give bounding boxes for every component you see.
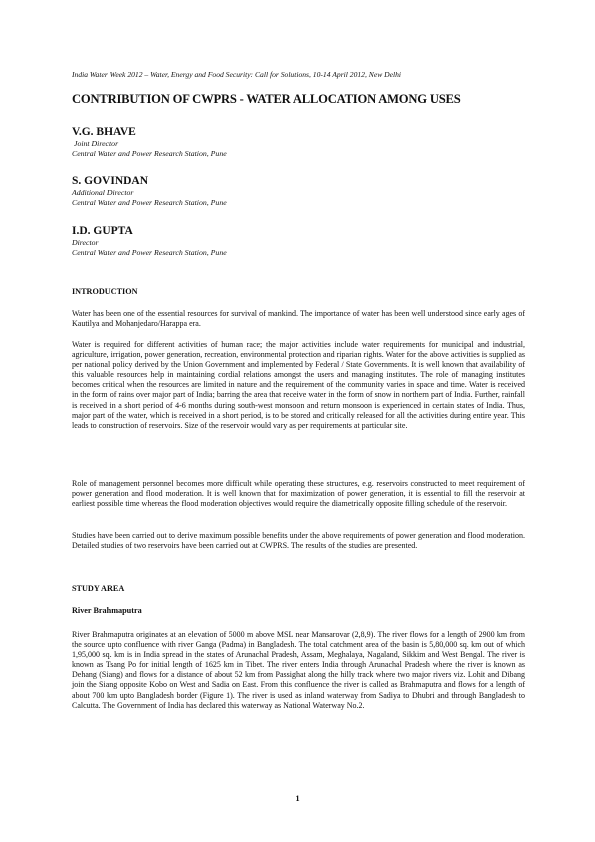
paragraph: River Brahmaputra originates at an elevation of 5000 m above MSL near Mansarovar (2,8,9). The river flows for a length of 2900 km from the source upto confluence with river Ganga (Padma) in Bangladesh. The total catchment area of the basin is 5,80,000 sq. km out of which 1,95,000 sq. km is in India spread in the states of Arunachal Pradesh, Assam, Meghalaya, Nagaland, Sikkim and West Bengal. The river is known as Tsang Po for initial length of 1625 km in Tibet. The river enters India through Arunachal Pradesh where the river is known as Dehang (Siang) and flows for a distance of about 52 km from Passighat along the hilly track where two major rivers viz. Lohit and Dibang join the Siang opposite Kobo on West and Sadia on East. From this confluence the river is called as Brahmaputra and flows for a length of about 700 km upto Bangladesh border (Figure 1). The river is used as inland waterway from Sadiya to Dhubri and through Bangladesh to Calcutta. The Government of India has declared this waterway as National Waterway No.2. <box>72 630 525 710</box>
author-name: S. GOVINDAN <box>72 175 149 187</box>
section-heading-study-area: STUDY AREA <box>72 584 125 593</box>
section-heading-introduction: INTRODUCTION <box>72 287 138 296</box>
author-block <box>72 174 532 208</box>
running-header: India Water Week 2012 – Water, Energy and Food Security: Call for Solutions, 10-14 April 2012, New Delhi <box>72 70 402 79</box>
author-role: Additional Director <box>72 188 134 197</box>
paragraph: Water has been one of the essential resources for survival of mankind. The importance of water has been well understood since early ages of Kautilya and Mohanjedaro/Harappa era. <box>72 309 525 329</box>
paragraph: Water is required for different activities of human race; the major activities include water requirements for municipal and industrial, agriculture, irrigation, power generation, recreation, environmental protection and riparian rights. Water for the above activities is supplied as per national policy derived by the Union Government and implemented by Federal / State Governments. It is well known that availability of this valuable resources help in maintaining cordial relations amongst the users and managing institutes. The role of managing institutes becomes critical when the resources are limited in nature and the requirement of the community varies in space and time. Water is received in the form of rains over major part of India; barring the area that receive water in the form of snow in northern part of India. Further, rainfall is received in a short period of 4-6 months during south-west monsoon and return monsoon is experienced in certain states of India. Thus, major part of the water, which is received in a short period, is to be stored and critically released for all the activities during entire year. This leads to construction of reservoirs. Size of the reservoir would vary as per requirements at particular site. <box>72 340 525 430</box>
author-role: Director <box>72 238 99 247</box>
paragraph: Role of management personnel becomes more difficult while operating these structures, e.g. reservoirs constructed to meet requirement of power generation and flood moderation. It is well known that for maximization of power generation, it is essential to fill the reservoir at earliest possible time whereas the flood moderation objectives would require the diametrically opposite filling schedule of the reservoir. <box>72 479 525 509</box>
subsection-heading-river-brahmaputra: River Brahmaputra <box>72 606 142 615</box>
author-org: Central Water and Power Research Station, Pune <box>72 198 227 207</box>
author-role: Joint Director <box>74 139 119 148</box>
author-block <box>72 224 532 258</box>
author-org: Central Water and Power Research Station, Pune <box>72 248 227 257</box>
author-name: I.D. GUPTA <box>72 225 133 237</box>
author-block <box>72 125 532 159</box>
page-number: 1 <box>295 793 300 803</box>
paper-title: CONTRIBUTION OF CWPRS - WATER ALLOCATION AMONG USES <box>72 92 461 106</box>
author-name: V.G. BHAVE <box>72 126 136 138</box>
author-org: Central Water and Power Research Station, Pune <box>72 149 227 158</box>
paragraph: Studies have been carried out to derive maximum possible benefits under the above requirements of power generation and flood moderation. Detailed studies of two reservoirs have been carried out at CWPRS. The results of the studies are presented. <box>72 531 525 551</box>
